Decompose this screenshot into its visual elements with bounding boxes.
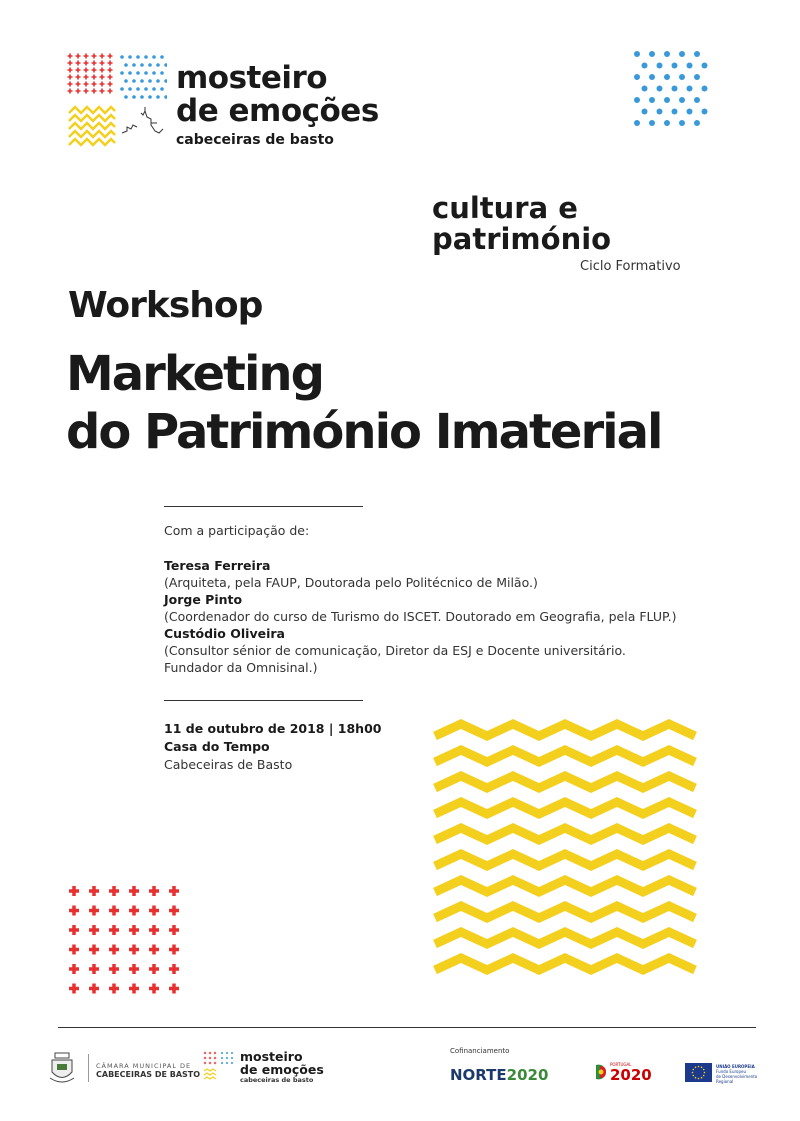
- red-plus-mark: [100, 89, 105, 94]
- red-plus-mark: [68, 75, 73, 80]
- blue-dot-mark: [152, 55, 156, 59]
- red-cross: [169, 945, 179, 955]
- event-date: 11 de outubro de 2018 | 18h00: [164, 721, 382, 736]
- eu-star: [704, 1072, 706, 1074]
- blue-dot: [664, 74, 670, 80]
- mini-red-plus: [214, 1062, 216, 1064]
- blue-dot-mark: [136, 55, 140, 59]
- eu-flag-icon: [685, 1063, 712, 1082]
- red-cross: [169, 886, 179, 896]
- blue-dot-mark: [132, 79, 136, 83]
- eu-star: [698, 1066, 700, 1068]
- blue-dot-mark: [132, 63, 136, 67]
- event-type: Workshop: [68, 285, 263, 326]
- red-plus-mark: [108, 61, 113, 66]
- mini-zigzag: [204, 1069, 216, 1071]
- yellow-zigzag-pattern: [432, 714, 698, 980]
- red-cross: [169, 906, 179, 916]
- participant-name: Jorge Pinto: [164, 592, 243, 607]
- blue-dot-mark: [132, 95, 136, 99]
- brand-name-line1: mosteiro: [176, 60, 328, 96]
- participant-desc: (Consultor sénior de comunicação, Diretor da ESJ e Docente universitário.: [164, 643, 626, 658]
- red-plus-mark: [108, 89, 113, 94]
- blue-dot: [634, 97, 640, 103]
- red-cross: [149, 925, 159, 935]
- mini-red-plus: [204, 1062, 206, 1064]
- red-cross: [109, 964, 119, 974]
- red-plus-mark: [92, 89, 97, 94]
- blue-dot: [657, 109, 663, 115]
- red-plus-mark: [68, 61, 73, 66]
- zigzag-stripe: [435, 776, 695, 788]
- blue-dot: [649, 97, 655, 103]
- red-plus-mark: [100, 61, 105, 66]
- cycle-title-line2: património: [432, 222, 612, 256]
- eu-star: [692, 1072, 694, 1074]
- participant-desc: (Coordenador do curso de Turismo do ISCET. Doutorado em Geografia, pela FLUP.): [164, 609, 677, 624]
- red-cross: [149, 906, 159, 916]
- red-cross: [109, 925, 119, 935]
- mini-blue-dot: [231, 1057, 233, 1059]
- blue-dot: [649, 74, 655, 80]
- blue-dot-mark: [140, 79, 144, 83]
- blue-dot: [702, 63, 708, 69]
- mini-blue-dot: [226, 1057, 228, 1059]
- cycle-subtitle: Ciclo Formativo: [580, 259, 681, 274]
- red-cross: [89, 964, 99, 974]
- mini-brand-logo-pattern: [203, 1051, 237, 1083]
- blue-dot-mark: [148, 79, 152, 83]
- red-cross: [89, 906, 99, 916]
- blue-dot-mark: [128, 87, 132, 91]
- eu-line3: de Desenvolvimento Regional: [716, 1074, 758, 1084]
- participants-intro: Com a participação de:: [164, 523, 310, 538]
- red-plus-mark: [84, 61, 89, 66]
- red-cross: [89, 984, 99, 994]
- event-details: [164, 720, 381, 774]
- red-cross: [109, 984, 119, 994]
- eu-star: [701, 1067, 703, 1069]
- red-cross: [129, 886, 139, 896]
- blue-dot: [679, 97, 685, 103]
- red-plus-mark: [92, 61, 97, 66]
- red-cross: [109, 945, 119, 955]
- event-title-line2: do Património Imaterial: [66, 404, 662, 460]
- red-plus-mark: [100, 82, 105, 87]
- zigzag-stripe: [435, 854, 695, 866]
- norte-suffix: 2020: [506, 1066, 549, 1084]
- red-cross: [69, 886, 79, 896]
- blue-dot-mark: [164, 63, 167, 67]
- brand-logo-pattern: [67, 53, 167, 148]
- eu-star: [693, 1075, 695, 1077]
- blue-dot-mark: [152, 87, 156, 91]
- zigzag-stripe: [435, 750, 695, 762]
- zigzag-stripe: [435, 906, 695, 918]
- monastery-sketch: [122, 107, 163, 133]
- blue-dot-mark: [128, 55, 132, 59]
- footer-divider: [58, 1027, 756, 1028]
- blue-dot: [687, 109, 693, 115]
- red-plus-mark: [108, 75, 113, 80]
- eu-line1: UNIÃO EUROPEIA: [716, 1064, 755, 1069]
- mini-blue-dot: [226, 1062, 228, 1064]
- event-venue: Casa do Tempo: [164, 739, 270, 754]
- participant-name: Teresa Ferreira: [164, 558, 271, 573]
- mini-blue-dot: [221, 1062, 223, 1064]
- red-cross: [129, 964, 139, 974]
- mini-brand-line1: mosteiro: [240, 1049, 303, 1064]
- blue-dot-mark: [124, 63, 128, 67]
- red-cross-grid: [66, 884, 182, 994]
- blue-dot: [642, 86, 648, 92]
- blue-dot: [657, 86, 663, 92]
- cycle-title: [432, 193, 611, 255]
- red-cross: [89, 925, 99, 935]
- blue-dot: [664, 51, 670, 57]
- red-plus-mark: [76, 82, 81, 87]
- blue-dot: [694, 51, 700, 57]
- municipality-line2: CABECEIRAS DE BASTO: [96, 1070, 201, 1079]
- blue-dot-mark: [144, 71, 148, 75]
- red-cross: [109, 886, 119, 896]
- mini-blue-dot: [231, 1062, 233, 1064]
- red-cross: [169, 925, 179, 935]
- eu-star: [695, 1077, 697, 1079]
- red-cross: [149, 984, 159, 994]
- blue-dot-mark: [148, 95, 152, 99]
- red-cross: [89, 886, 99, 896]
- mini-brand-subtitle: cabeceiras de basto: [240, 1076, 314, 1084]
- red-cross: [149, 964, 159, 974]
- blue-dot-mark: [148, 63, 152, 67]
- red-plus-mark: [92, 68, 97, 73]
- blue-dot-mark: [120, 55, 124, 59]
- red-plus-mark: [68, 89, 73, 94]
- red-plus-mark: [92, 75, 97, 80]
- mini-red-plus: [209, 1062, 211, 1064]
- mini-blue-dot: [221, 1052, 223, 1054]
- blue-dot: [694, 97, 700, 103]
- blue-dot: [672, 109, 678, 115]
- brand-name: [176, 62, 379, 128]
- red-plus-mark: [84, 75, 89, 80]
- norte2020-logo: [450, 1066, 548, 1084]
- red-cross: [109, 906, 119, 916]
- blue-dot-mark: [124, 79, 128, 83]
- portugal2020-logo: 2020: [610, 1066, 652, 1084]
- mini-red-plus: [204, 1052, 206, 1054]
- mini-blue-dot: [226, 1052, 228, 1054]
- eu-star: [703, 1075, 705, 1077]
- mini-blue-dot: [231, 1052, 233, 1054]
- red-plus-mark: [68, 54, 73, 59]
- red-cross: [129, 984, 139, 994]
- red-plus-mark: [84, 54, 89, 59]
- red-plus-mark: [76, 54, 81, 59]
- blue-dot: [672, 63, 678, 69]
- mini-blue-dot: [221, 1057, 223, 1059]
- blue-dot: [664, 120, 670, 126]
- red-plus-mark: [108, 68, 113, 73]
- brand-subtitle: cabeceiras de basto: [176, 132, 334, 148]
- red-plus-mark: [100, 68, 105, 73]
- eu-star: [693, 1069, 695, 1071]
- mini-brand-name: [240, 1050, 324, 1076]
- blue-dot-mark: [152, 71, 156, 75]
- blue-dot: [679, 74, 685, 80]
- participant-desc: Fundador da Omnisinal.): [164, 660, 318, 675]
- red-cross: [169, 964, 179, 974]
- portugal-label: PORTUGAL: [610, 1062, 632, 1067]
- blue-dot-mark: [124, 95, 128, 99]
- mini-red-plus: [214, 1057, 216, 1059]
- event-title: [66, 345, 661, 461]
- blue-dot-mark: [144, 55, 148, 59]
- blue-dot: [702, 109, 708, 115]
- zigzag-stripe: [435, 828, 695, 840]
- footer-separator: [88, 1054, 89, 1082]
- red-cross: [169, 984, 179, 994]
- zigzag-stripe: [435, 880, 695, 892]
- mini-zigzag: [204, 1073, 216, 1075]
- blue-dot: [694, 120, 700, 126]
- cycle-title-line1: cultura e: [432, 191, 578, 225]
- red-cross: [69, 984, 79, 994]
- participant-desc: (Arquiteta, pela FAUP, Doutorada pelo Politécnico de Milão.): [164, 575, 538, 590]
- red-cross: [69, 906, 79, 916]
- mini-zigzag: [204, 1077, 216, 1079]
- blue-dot-mark: [136, 87, 140, 91]
- blue-dot: [634, 120, 640, 126]
- zigzag-stripe: [435, 802, 695, 814]
- red-plus-pattern: [68, 54, 113, 94]
- blue-dot-mark: [128, 71, 132, 75]
- blue-dot-pattern: [120, 55, 167, 99]
- eu-star: [703, 1069, 705, 1071]
- blue-dot-mark: [160, 71, 164, 75]
- red-plus-mark: [68, 82, 73, 87]
- red-plus-mark: [84, 68, 89, 73]
- red-plus-mark: [108, 82, 113, 87]
- zigzag-stripe: [435, 724, 695, 736]
- red-plus-mark: [92, 54, 97, 59]
- red-plus-mark: [100, 54, 105, 59]
- red-cross: [149, 945, 159, 955]
- blue-dot-mark: [136, 71, 140, 75]
- participant-name: Custódio Oliveira: [164, 626, 285, 641]
- red-cross: [69, 964, 79, 974]
- blue-dot: [702, 86, 708, 92]
- mini-red-plus: [209, 1057, 211, 1059]
- red-plus-mark: [76, 89, 81, 94]
- eu-text: [716, 1064, 762, 1084]
- mini-red-plus: [204, 1057, 206, 1059]
- blue-dot-mark: [140, 95, 144, 99]
- divider: [164, 506, 363, 507]
- event-title-line1: Marketing: [66, 346, 323, 402]
- yellow-zigzag-pattern: [69, 107, 115, 145]
- red-plus-mark: [76, 68, 81, 73]
- red-cross: [129, 906, 139, 916]
- blue-dot-mark: [140, 63, 144, 67]
- blue-dot-mark: [164, 95, 167, 99]
- blue-dot-grid: [632, 50, 712, 130]
- mini-brand-line2: de emoções: [240, 1062, 324, 1077]
- municipality-line1: CÂMARA MUNICIPAL DE: [96, 1062, 192, 1070]
- blue-dot-mark: [156, 95, 160, 99]
- blue-dot: [679, 120, 685, 126]
- red-cross: [69, 945, 79, 955]
- red-cross: [69, 925, 79, 935]
- zigzag-stripe: [435, 932, 695, 944]
- red-cross: [129, 945, 139, 955]
- blue-dot: [694, 74, 700, 80]
- eu-star: [701, 1077, 703, 1079]
- municipal-crest-icon: [48, 1052, 76, 1084]
- blue-dot-mark: [156, 63, 160, 67]
- red-cross: [129, 925, 139, 935]
- blue-dot-mark: [160, 87, 164, 91]
- red-plus-mark: [92, 82, 97, 87]
- blue-dot: [672, 86, 678, 92]
- blue-dot-mark: [144, 87, 148, 91]
- participant: [164, 557, 676, 676]
- eu-star: [695, 1067, 697, 1069]
- red-plus-mark: [84, 82, 89, 87]
- blue-dot: [664, 97, 670, 103]
- blue-dot: [679, 51, 685, 57]
- blue-dot: [687, 86, 693, 92]
- blue-dot-mark: [120, 71, 124, 75]
- portugal-flag-icon: [594, 1063, 608, 1081]
- norte-prefix: NORTE: [450, 1066, 507, 1084]
- eu-star: [698, 1078, 700, 1080]
- event-place: Cabeceiras de Basto: [164, 757, 293, 772]
- blue-dot-mark: [120, 87, 124, 91]
- red-plus-mark: [68, 68, 73, 73]
- blue-dot: [687, 63, 693, 69]
- red-plus-mark: [100, 75, 105, 80]
- blue-dot-mark: [156, 79, 160, 83]
- divider: [164, 700, 363, 701]
- red-plus-mark: [84, 89, 89, 94]
- brand-name-line2: de emoções: [176, 93, 379, 129]
- eu-line2: Fundo Europeu: [716, 1069, 747, 1074]
- zigzag-stripe: [435, 958, 695, 970]
- red-cross: [89, 945, 99, 955]
- cofinancing-label: Cofinanciamento: [450, 1047, 510, 1055]
- blue-dot-mark: [164, 79, 167, 83]
- blue-dot: [634, 51, 640, 57]
- mini-red-plus: [214, 1052, 216, 1054]
- blue-dot: [649, 120, 655, 126]
- red-cross: [149, 886, 159, 896]
- red-plus-mark: [76, 61, 81, 66]
- blue-dot: [649, 51, 655, 57]
- blue-dot: [642, 109, 648, 115]
- blue-dot: [634, 74, 640, 80]
- red-plus-mark: [108, 54, 113, 59]
- red-plus-mark: [76, 75, 81, 80]
- blue-dot: [642, 63, 648, 69]
- blue-dot: [657, 63, 663, 69]
- mini-red-plus: [209, 1052, 211, 1054]
- blue-dot-mark: [160, 55, 164, 59]
